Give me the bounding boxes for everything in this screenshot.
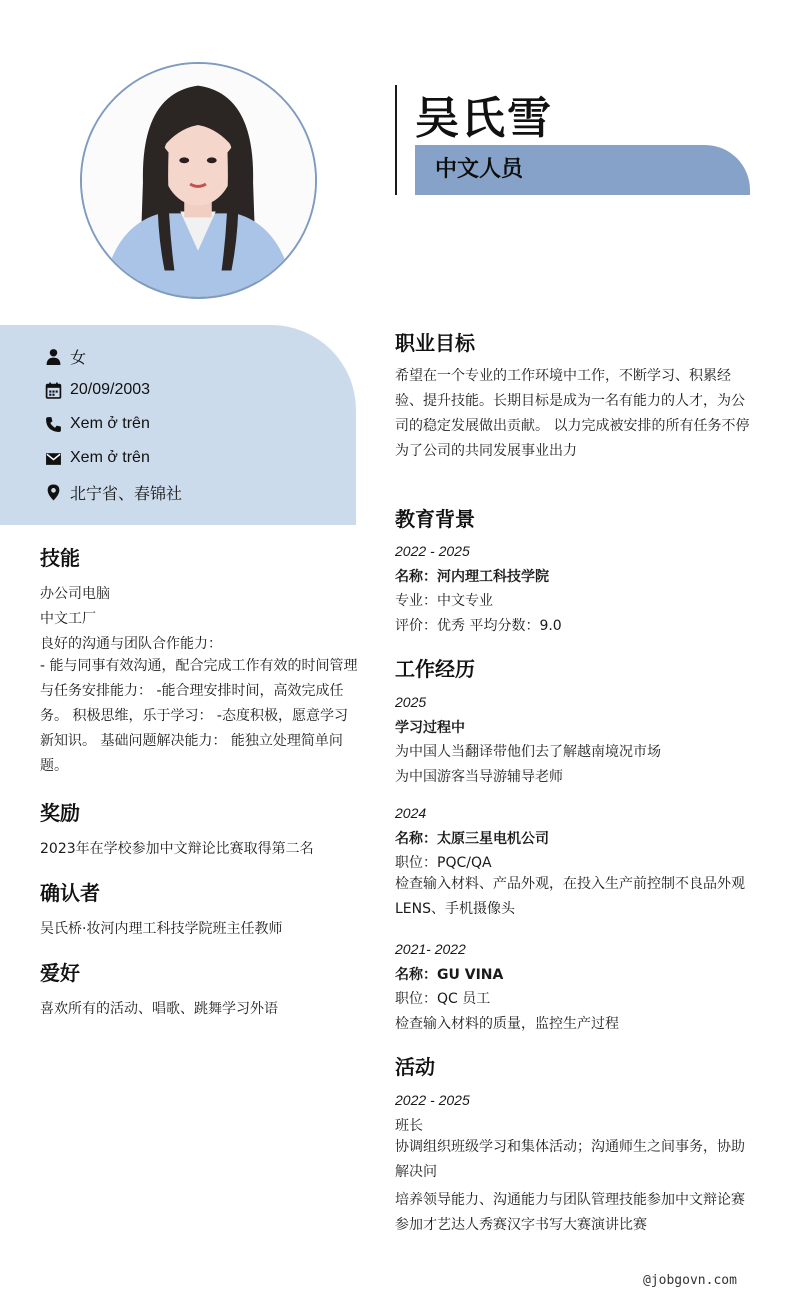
header-divider: [395, 85, 397, 195]
activities-detail: 协调组织班级学习和集体活动；沟通师生之间事务，协助解决问: [395, 1139, 745, 1180]
contact-birthday: [44, 378, 150, 402]
job-title-banner: [415, 145, 750, 195]
phone-value: Xem ở trên: [70, 415, 150, 432]
contact-address: [44, 480, 182, 504]
experience-date: 2021- 2022: [395, 941, 466, 957]
experience-date: 2025: [395, 694, 427, 710]
activities-role: 班长: [395, 1118, 423, 1134]
experience-detail: 为中国游客当导游辅导老师: [395, 769, 563, 785]
activities-detail: 参加才艺达人秀赛汉字书写大赛演讲比赛: [395, 1217, 647, 1233]
location-pin-icon: [44, 483, 62, 501]
skill-item: 良好的沟通与团队合作能力：: [40, 636, 222, 652]
education-date: 2022 - 2025: [395, 543, 470, 559]
skill-item: - 能与同事有效沟通，配合完成工作有效的时间管理与任务安排能力： -能合理安排时间，高效完成任务。 积极思维，乐于学习： -态度积极，愿意学习新知识。 基础问题解决能力： 能独立处理简单问题。: [40, 658, 358, 774]
candidate-name: 吴氏雪: [415, 93, 553, 144]
phone-icon: [44, 415, 62, 433]
job-title: 中文人员: [435, 157, 524, 182]
activities-heading: 活动: [395, 1055, 435, 1079]
portrait-image: [82, 64, 315, 297]
experience-detail: 职位：PQC/QA: [395, 855, 492, 871]
award-item: 2023年在学校参加中文辩论比赛取得第二名: [40, 841, 314, 857]
birthday-value: 20/09/2003: [70, 381, 151, 398]
education-major: 专业：中文专业: [395, 593, 493, 609]
calendar-icon: [44, 381, 62, 399]
activities-detail: 培养领导能力、沟通能力与团队管理技能参加中文辩论赛: [395, 1192, 745, 1208]
activities-date: 2022 - 2025: [395, 1092, 470, 1108]
objective-heading: 职业目标: [395, 331, 475, 355]
objective-text: 希望在一个专业的工作环境中工作，不断学习、积累经验、提升技能。长期目标是成为一名有能力的人才，为公司的稳定发展做出贡献。 以力完成被安排的所有任务不停为了公司的共同发展事业出力: [395, 368, 750, 459]
profile-photo: [80, 62, 317, 299]
contact-phone: [44, 412, 150, 436]
education-school: 名称：河内理工科技学院: [395, 569, 549, 585]
experience-title: 学习过程中: [395, 720, 465, 736]
hobby-item: 喜欢所有的活动、唱歌、跳舞学习外语: [40, 1001, 278, 1017]
skill-item: 中文工厂: [40, 611, 96, 627]
experience-heading: 工作经历: [395, 657, 475, 681]
education-heading: 教育背景: [395, 507, 475, 531]
hobbies-heading: 爱好: [40, 961, 80, 985]
contact-email: [44, 446, 150, 470]
experience-title: 名称：GU VINA: [395, 967, 504, 983]
experience-detail: 职位：QC 员工: [395, 991, 491, 1007]
experience-title: 名称：太原三星电机公司: [395, 831, 549, 847]
awards-heading: 奖励: [40, 801, 80, 825]
skill-item: 办公司电脑: [40, 586, 110, 602]
mail-icon: [44, 449, 62, 467]
contact-gender: [44, 344, 86, 368]
reference-item: 吴氏桥·妆河内理工科技学院班主任教师: [40, 921, 283, 937]
address-value: 北宁省、春锦社: [70, 485, 183, 503]
experience-detail: 检查输入材料的质量，监控生产过程: [395, 1016, 619, 1032]
experience-detail: 为中国人当翻译带他们去了解越南境况市场: [395, 744, 661, 760]
reference-heading: 确认者: [40, 881, 100, 905]
experience-date: 2024: [395, 805, 427, 821]
education-grade: 评价：优秀 平均分数：9.0: [395, 618, 562, 634]
experience-detail: 检查输入材料、产品外观，在投入生产前控制不良品外观LENS、手机摄像头: [395, 876, 745, 917]
person-icon: [44, 347, 62, 365]
email-value: Xem ở trên: [70, 449, 150, 466]
skills-heading: 技能: [40, 546, 80, 570]
gender-value: 女: [70, 349, 87, 367]
watermark: @jobgovn.com: [643, 1273, 737, 1288]
